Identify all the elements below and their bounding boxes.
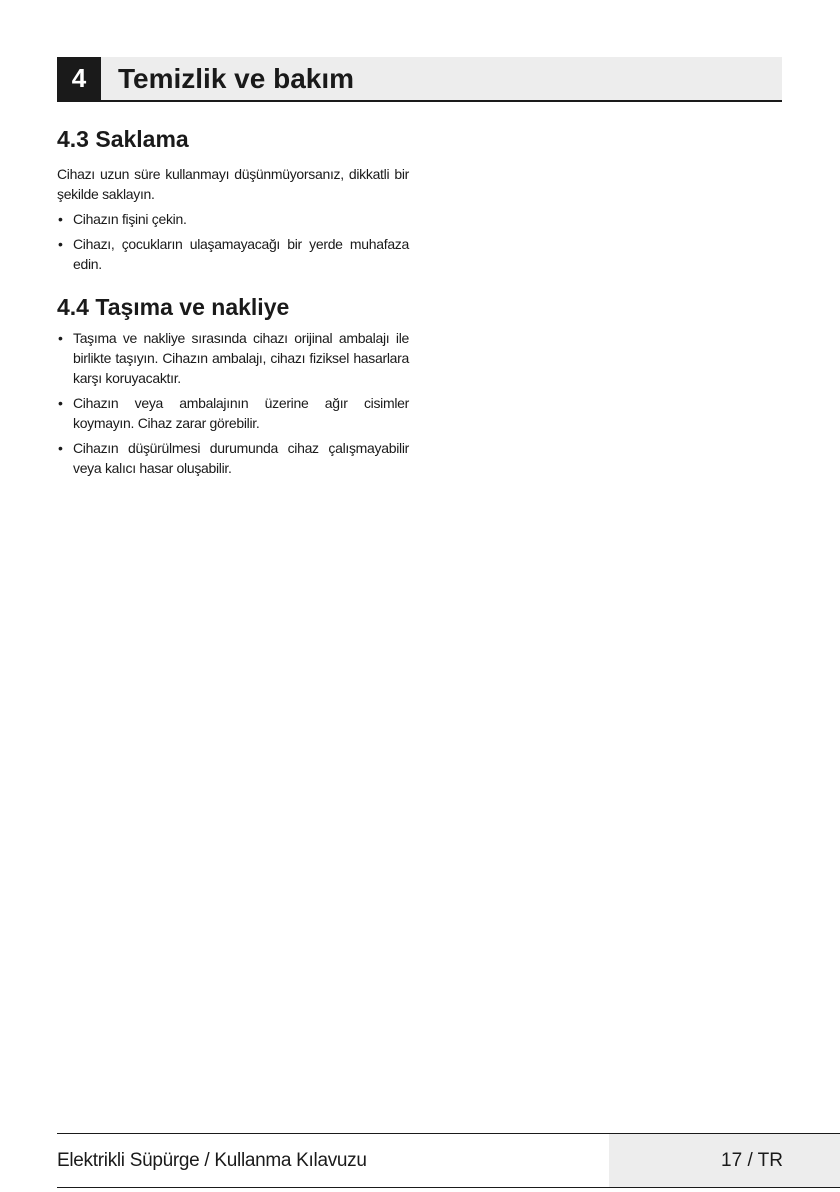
chapter-title: Temizlik ve bakım bbox=[118, 63, 355, 94]
list-item bbox=[57, 393, 409, 433]
list-item bbox=[57, 234, 409, 274]
list-item bbox=[57, 209, 409, 229]
content-column bbox=[57, 124, 409, 483]
bullet-icon: • bbox=[58, 440, 63, 456]
list-item-text: Cihazın veya ambalajının üzerine ağır cisimler koymayın. Cihaz zarar görebilir. bbox=[73, 395, 409, 431]
chapter-header bbox=[57, 57, 782, 102]
list-item-text: Cihazın düşürülmesi durumunda cihaz çalışmayabilir veya kalıcı hasar oluşabilir. bbox=[73, 440, 409, 476]
list-item bbox=[57, 328, 409, 388]
list-item-text: Cihazı, çocukların ulaşamayacağı bir yerde muhafaza edin. bbox=[73, 236, 409, 272]
footer-bottom-rule bbox=[57, 1187, 840, 1188]
bullet-icon: • bbox=[58, 236, 63, 252]
section-intro: Cihazı uzun süre kullanmayı düşünmüyorsanız, dikkatli bir şekilde saklayın. bbox=[57, 166, 409, 202]
section-storage bbox=[57, 124, 409, 274]
bullet-icon: • bbox=[58, 211, 63, 227]
footer-page-box bbox=[609, 1134, 840, 1187]
list-item bbox=[57, 438, 409, 478]
bullet-icon: • bbox=[58, 395, 63, 411]
list-item-text: Taşıma ve nakliye sırasında cihazı orijinal ambalajı ile birlikte taşıyın. Cihazın ambalajı, cihazı fiziksel hasarlara karşı koruyacaktır. bbox=[73, 330, 409, 386]
bullet-list bbox=[57, 328, 409, 478]
section-heading: 4.3 Saklama bbox=[57, 126, 189, 152]
page-number: 17 / TR bbox=[721, 1150, 783, 1171]
bullet-icon: • bbox=[58, 330, 63, 346]
section-transport bbox=[57, 292, 409, 478]
section-heading: 4.4 Taşıma ve nakliye bbox=[57, 294, 290, 320]
chapter-number: 4 bbox=[57, 57, 101, 100]
bullet-list bbox=[57, 209, 409, 274]
footer-document-title: Elektrikli Süpürge / Kullanma Kılavuzu bbox=[57, 1150, 367, 1171]
list-item-text: Cihazın fişini çekin. bbox=[73, 211, 187, 227]
